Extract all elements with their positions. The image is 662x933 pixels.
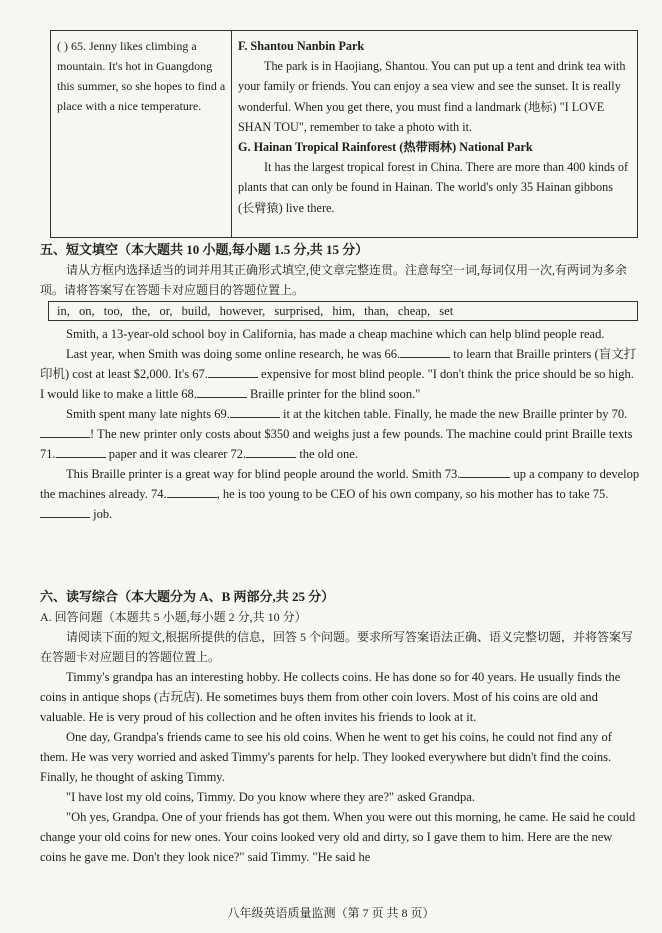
blank-70[interactable]: [40, 425, 90, 438]
section-6: [40, 587, 640, 867]
passage-5-para-1: Smith, a 13-year-old school boy in California, has made a cheap machine which can help blind people read.: [66, 327, 605, 341]
blank-72[interactable]: [246, 445, 296, 458]
blank-75[interactable]: [40, 505, 90, 518]
passage-5-para-4: This Braille printer is a great way for blind people around the world. Smith 73. up a company to develop the machines already. 74. , he is too young to be CEO of his own company, so his mother has to take 75. job.: [40, 467, 640, 521]
question-65-text: ( ) 65. Jenny likes climbing a mountain. It's hot in Guangdong this summer, so she hopes to find a place with a nice temperature.: [57, 39, 226, 113]
passage-5-para-2: Last year, when Smith was doing some online research, he was 66. to learn that Braille printers (盲文打印机) cost at least $2,000. It's 67. expensive for most blind people. "I don't think the price should be so high. I would like to make a little 68. Braille printer for the blind soon.": [40, 347, 637, 401]
blank-73[interactable]: [460, 465, 510, 478]
passage-5: [40, 324, 640, 524]
option-g-title: G. Hainan Tropical Rainforest (热带雨林) National Park: [238, 140, 533, 155]
blank-71[interactable]: [56, 445, 106, 458]
blank-67[interactable]: [208, 365, 258, 378]
section-5-title: 五、短文填空（本大题共 10 小题,每小题 1.5 分,共 15 分）: [40, 242, 369, 257]
blank-74[interactable]: [167, 485, 217, 498]
word-box: in, on, too, the, or, build, however, surprised, him, than, cheap, set: [48, 301, 638, 321]
passage-6-para-4: "Oh yes, Grandpa. One of your friends has got them. When you were out this morning, he came. He said he could change your old coins for new ones. Your coins looked very old and dirty, so I gave them to him. Here are the new coins he gave me. Don't they look nice?" said Timmy. "He said he: [40, 810, 636, 864]
passage-5-para-3: Smith spent many late nights 69. it at the kitchen table. Finally, he made the new Braille printer by 70.! The new printer only costs about $350 and weighs just a few pounds. The machine could print Braille texts 71. paper and it was clearer 72. the old one.: [40, 407, 633, 461]
question-65-cell: [51, 31, 232, 237]
section-5: [40, 240, 640, 300]
option-f-title: F. Shantou Nanbin Park: [238, 39, 365, 53]
options-cell: [232, 31, 637, 237]
section-6-instruction: 请阅读下面的短文,根据所提供的信息，回答 5 个问题。要求所写答案语法正确、语义完整切题，并将答案写在答题卡对应题目的答题位置上。: [40, 630, 634, 664]
option-f-text: The park is in Haojiang, Shantou. You can put up a tent and drink tea with your family or friends. You can enjoy a sea view and see the sunset. It is really wonderful. When you get there, you must find a landmark (地标) "I LOVE SHAN TOU", remember to take a photo with it.: [238, 59, 626, 134]
passage-6-para-1: Timmy's grandpa has an interesting hobby. He collects coins. He has done so for 40 years. He usually finds the coins in antique shops (古玩店). He sometimes buys them from other coin lovers. Most of his coins are old and valuable. He is very proud of his collection and he often invites his friends to look at it.: [40, 670, 621, 724]
section-6a-title: A. 回答问题（本题共 5 小题,每小题 2 分,共 10 分）: [40, 610, 307, 624]
page-footer: 八年级英语质量监测（第 7 页 共 8 页）: [227, 906, 435, 920]
blank-66[interactable]: [400, 345, 450, 358]
passage-6-para-2: One day, Grandpa's friends came to see his old coins. When he went to get his coins, he could not find any of them. He was very worried and asked Timmy's parents for help. They looked everywhere but didn't find the coins. Finally, he thought of asking Timmy.: [40, 730, 612, 784]
section-6-title: 六、读写综合（本大题分为 A、B 两部分,共 25 分）: [40, 589, 335, 604]
option-g-text: It has the largest tropical forest in China. There are more than 400 kinds of plants that can only be found in Hainan. The world's only 35 Hainan gibbons (长臂猿) live there.: [238, 160, 629, 215]
matching-table: [50, 30, 638, 238]
section-5-instruction: 请从方框内选择适当的词并用其正确形式填空,使文章完整连贯。注意每空一词,每词仅用一次,有两词为多余项。请将答案写在答题卡对应题目的答题位置上。: [40, 263, 628, 297]
blank-69[interactable]: [230, 405, 280, 418]
passage-6-para-3: "I have lost my old coins, Timmy. Do you know where they are?" asked Grandpa.: [66, 790, 475, 804]
blank-68[interactable]: [197, 385, 247, 398]
